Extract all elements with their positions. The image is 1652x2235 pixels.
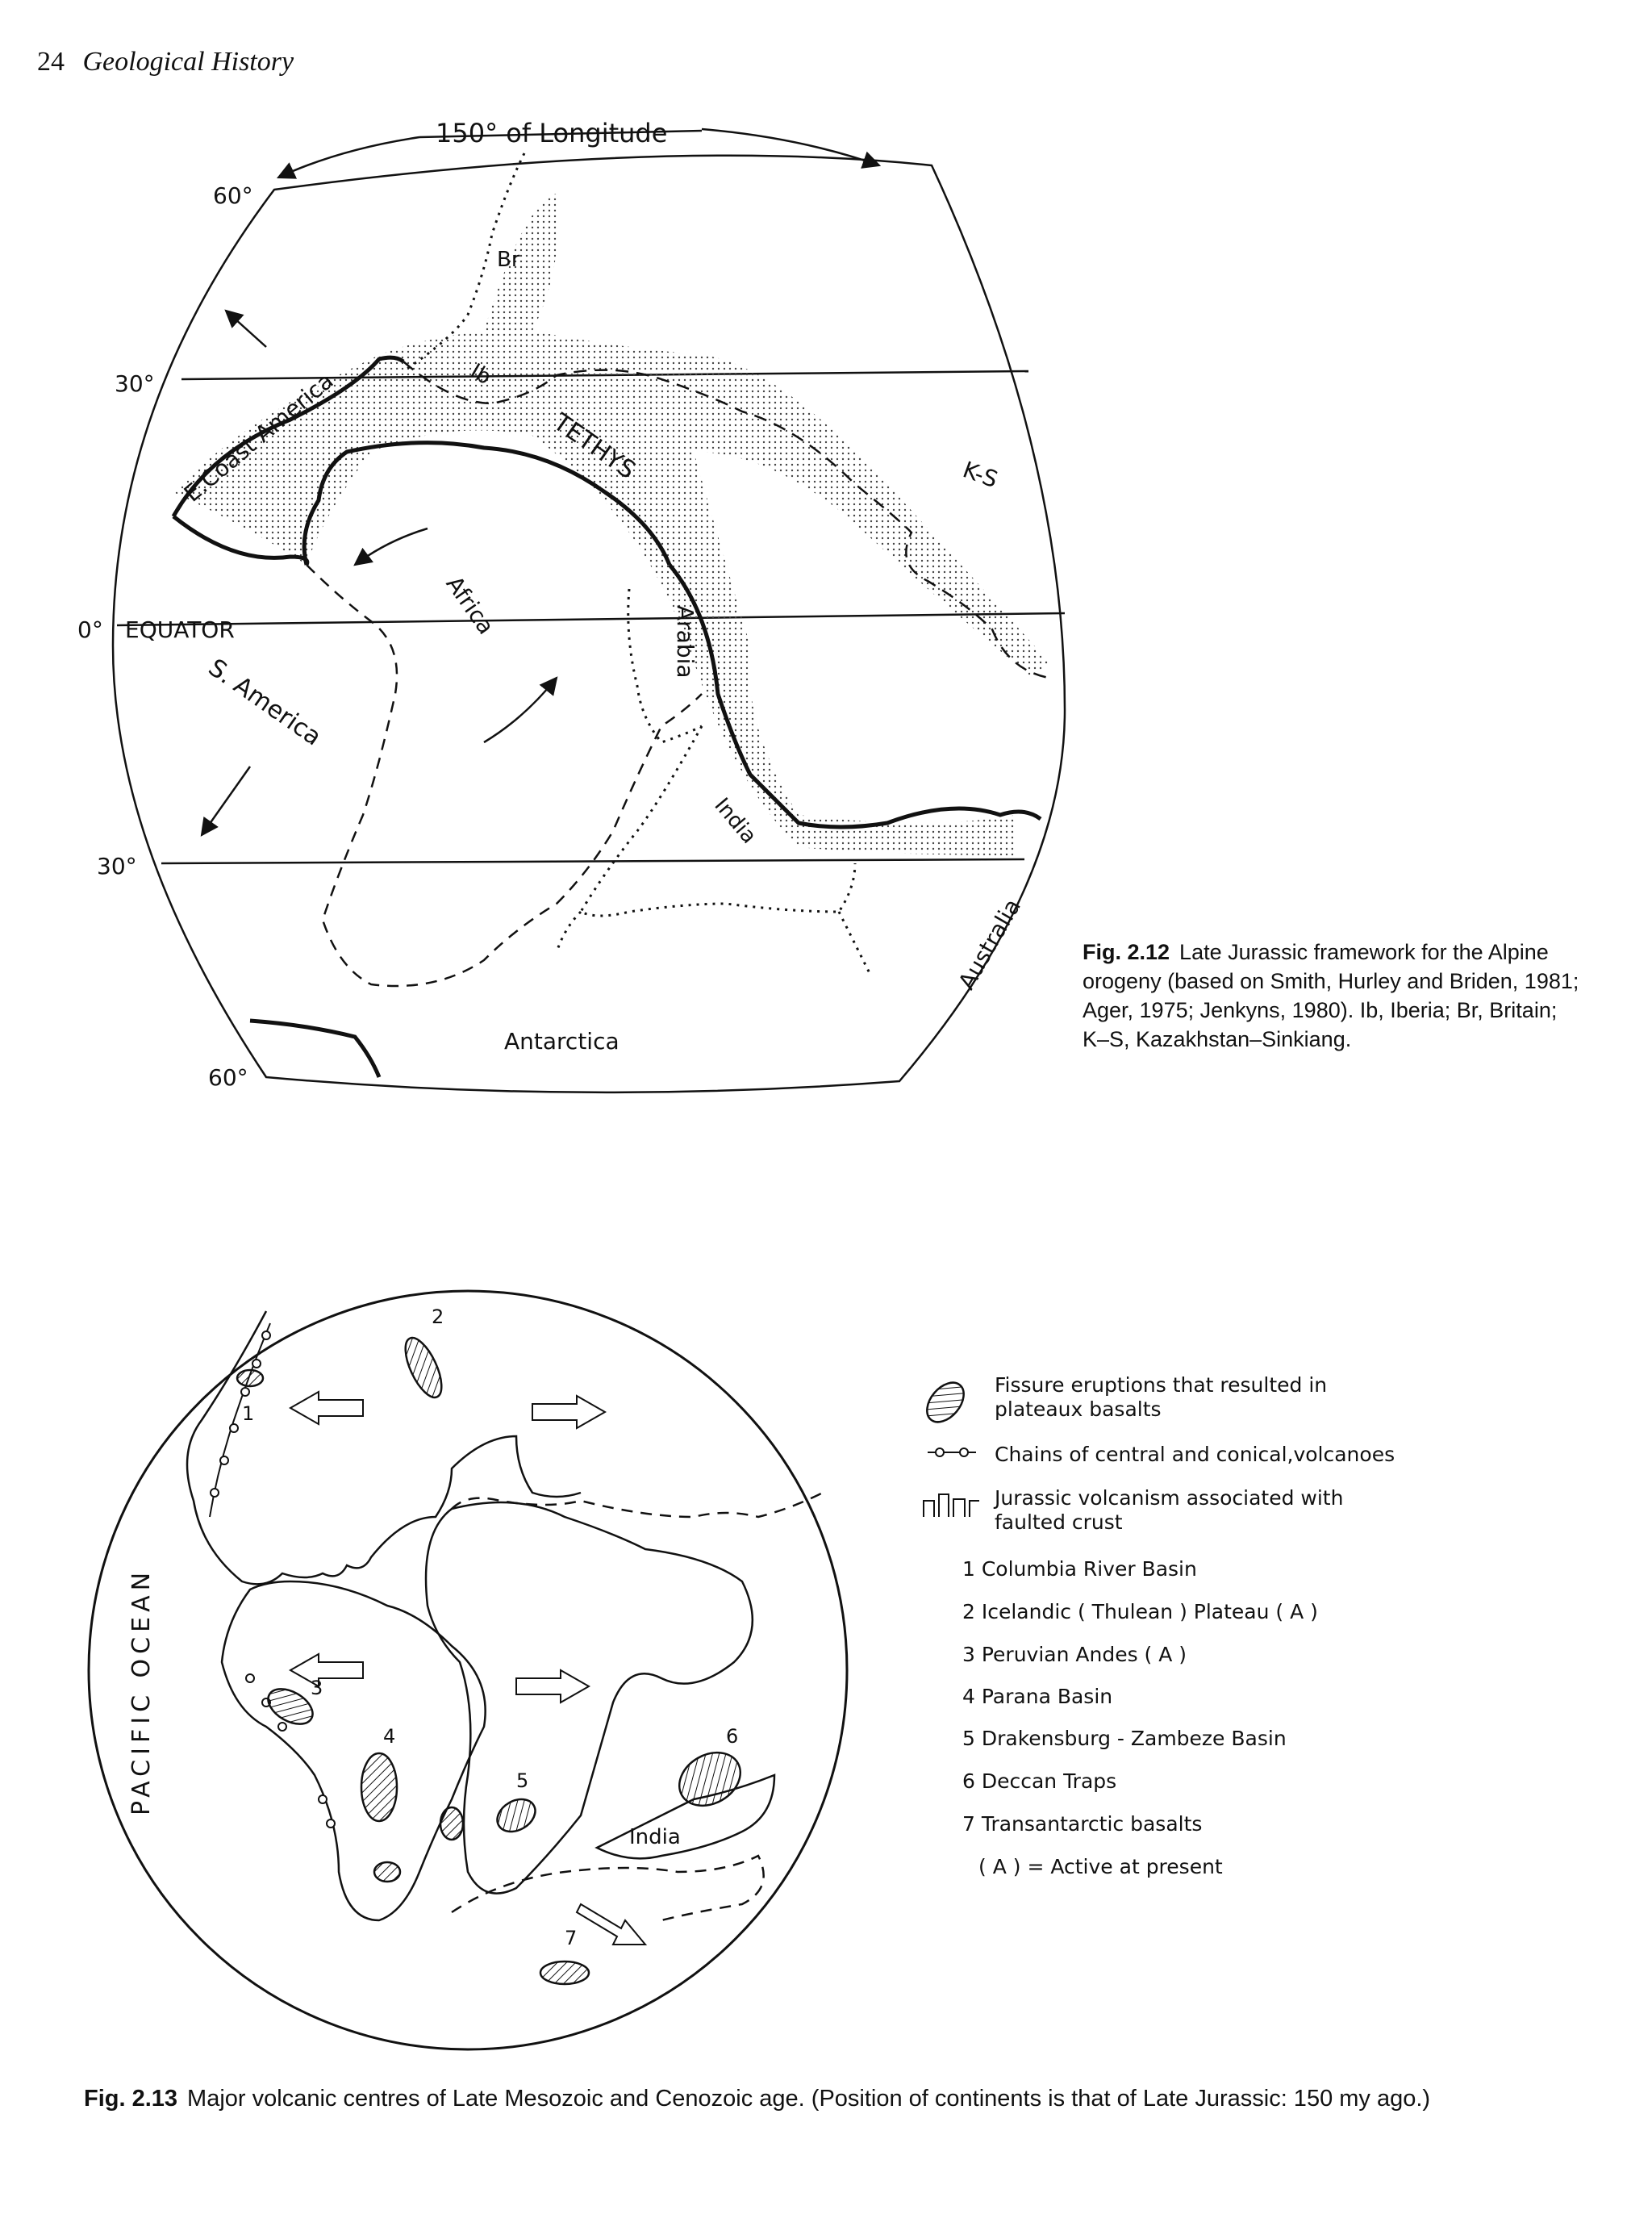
longitude-label: 150° of Longitude	[436, 118, 668, 148]
shelf-stipple	[173, 194, 1049, 855]
legend-item: 4 Parana Basin	[962, 1685, 1113, 1708]
map-label-1: 1	[242, 1402, 255, 1425]
eruption-2	[398, 1333, 449, 1402]
map-label-7: 7	[565, 1927, 578, 1949]
arrow-tethys	[355, 528, 428, 565]
label-br: Br	[497, 248, 520, 272]
fig13-labels	[127, 1305, 738, 1949]
legend-item: 3 Peruvian Andes ( A )	[962, 1643, 1187, 1666]
arrow-africa	[484, 678, 557, 742]
label-ib: Ib	[465, 359, 495, 391]
fig13-map	[89, 1291, 847, 2049]
longitude-arrow	[278, 137, 419, 178]
legend-item: 7 Transantarctic basalts	[962, 1812, 1203, 1836]
open-arrow-3	[290, 1654, 363, 1686]
label-arabia: Arabia	[672, 605, 699, 679]
arrow-ecoast	[226, 311, 266, 347]
africa-outline	[307, 565, 702, 986]
open-arrow-5	[577, 1904, 645, 1945]
pacific-ocean-label: PACIFIC OCEAN	[127, 1567, 156, 1815]
label-ecoast: E.Coast America	[178, 367, 339, 508]
legend-symbols	[920, 1376, 979, 1517]
eruption-7	[540, 1961, 589, 1984]
legend-fissure: Fissure eruptions that resulted in	[995, 1373, 1328, 1397]
eruption-5	[491, 1793, 540, 1838]
arrow-samerica	[202, 767, 250, 835]
n-america-outline	[187, 1311, 581, 1584]
lat-30s-line	[161, 859, 1024, 863]
legend-item: 2 Icelandic ( Thulean ) Plateau ( A )	[962, 1600, 1318, 1623]
page-number: 24	[37, 47, 65, 77]
fig13-caption-label: Fig. 2.13	[84, 2086, 178, 2112]
eurasia-dashed	[452, 1493, 823, 1517]
map-label-4: 4	[383, 1725, 396, 1748]
label-tethys: TETHYS	[548, 408, 641, 485]
legend-chains: Chains of central and conical,volcanoes	[995, 1443, 1395, 1466]
africa-outline-13	[426, 1502, 753, 1894]
fig13-globe	[89, 1291, 847, 2049]
s-america-outline	[222, 1581, 486, 1920]
lat-30n-label: 30°	[115, 370, 155, 397]
legend-jurassic: Jurassic volcanism associated with	[995, 1486, 1344, 1510]
map-label-6: 6	[726, 1725, 739, 1748]
legend-fissure-symbol	[920, 1376, 971, 1429]
map-label-india: India	[629, 1825, 681, 1849]
legend-item: 5 Drakensburg - Zambeze Basin	[962, 1727, 1287, 1750]
open-arrow-4	[516, 1670, 589, 1702]
eruption-1	[237, 1370, 263, 1386]
map-label-2: 2	[432, 1305, 444, 1328]
fig12-caption-text: Late Jurassic framework for the Alpine orogeny (based on Smith, Hurley and Briden, 1981; Ager, 1975; Jenkyns, 1980). Ib, Iberia; Br, Britain; K–S, Kazakhstan–Sinkiang.	[1083, 940, 1579, 1051]
lat-60s-label: 60°	[208, 1064, 248, 1091]
legend-fissure-2: plateaux basalts	[995, 1397, 1162, 1421]
legend-note: ( A ) = Active at present	[978, 1855, 1223, 1878]
fig12-map	[113, 129, 1065, 1092]
open-arrow-2	[532, 1396, 605, 1428]
map-label-3: 3	[311, 1677, 323, 1699]
equator-line	[117, 613, 1065, 625]
legend-chain-symbol	[928, 1448, 976, 1456]
fig12-caption	[1083, 938, 1583, 1054]
map-label-5: 5	[516, 1769, 529, 1792]
fig13-caption-text: Major volcanic centres of Late Mesozoic and Cenozoic age. (Position of continents is that of Late Jurassic: 150 my ago.)	[187, 2086, 1431, 2112]
legend-item: 1 Columbia River Basin	[962, 1557, 1197, 1581]
fig12-caption-label: Fig. 2.12	[1083, 940, 1170, 964]
label-antarctica: Antarctica	[504, 1028, 620, 1055]
legend-jurassic-2: faulted crust	[995, 1510, 1123, 1534]
legend-item: 6 Deccan Traps	[962, 1769, 1117, 1793]
fig13-caption	[84, 2083, 1600, 2114]
lat-0-label: 0°	[77, 616, 103, 643]
lat-60n-label: 60°	[213, 182, 253, 209]
label-ks: K-S	[959, 456, 1002, 494]
eruption-4	[361, 1753, 397, 1821]
label-africa: Africa	[440, 570, 500, 640]
legend-jurassic-symbol	[924, 1494, 979, 1517]
label-india-12: India	[709, 793, 761, 849]
equator-label: EQUATOR	[125, 616, 235, 643]
running-title: Geological History	[82, 47, 294, 77]
antarctica-coast	[250, 1021, 379, 1077]
label-australia: Australia	[953, 894, 1026, 994]
lat-30s-label: 30°	[97, 853, 137, 879]
open-arrow-1	[290, 1392, 363, 1424]
label-samerica: S. America	[202, 653, 327, 752]
antarctica-outline-13	[452, 1856, 764, 1920]
